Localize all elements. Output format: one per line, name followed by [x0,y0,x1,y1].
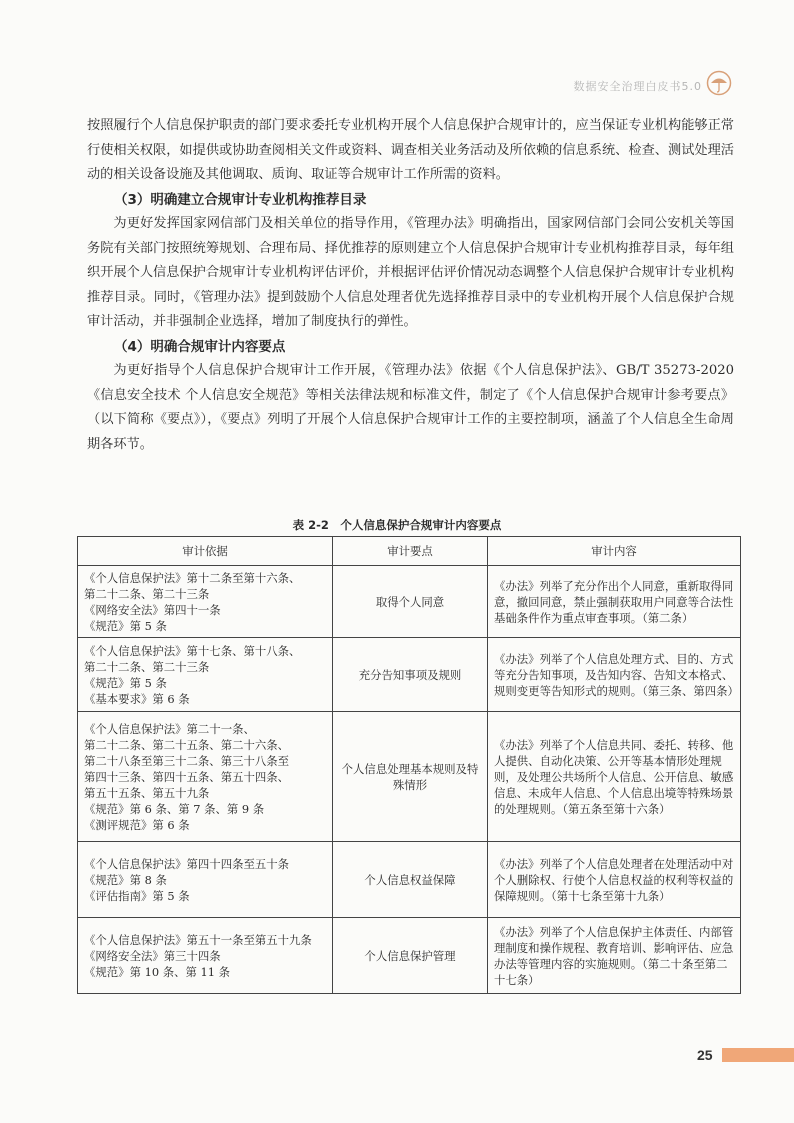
basis-line: 《规范》第 6 条、第 7 条、第 9 条 [84,801,265,816]
point-cell: 个人信息保护管理 [333,918,488,994]
basis-cell [78,842,333,918]
basis-cell [78,918,333,994]
basis-line: 第二十八条至第三十二条、第三十八条至 [84,753,290,768]
point-cell: 个人信息权益保障 [333,842,488,918]
basis-line: 第五十五条、第五十九条 [84,785,210,800]
table-row [78,918,741,994]
basis-line: 《规范》第 10 条、第 11 条 [84,964,230,979]
basis-line: 《个人信息保护法》第十七条、第十八条、 [84,643,301,658]
basis-line: 《规范》第 8 条 [84,872,167,887]
basis-line: 《个人信息保护法》第十二条至第十六条、 [84,570,301,585]
basis-line: 第二十二条、第二十五条、第二十六条、 [84,737,290,752]
content-cell: 《办法》列举了个人信息处理方式、目的、方式等充分告知事项，及告知内容、告知文本格式、规则变更等告知形式的规则。（第三条、第四条） [488,638,741,712]
section-heading-3: （3）明确建立合规审计专业机构推荐目录 [114,191,367,208]
paragraph-2: 为更好发挥国家网信部门及相关单位的指导作用，《管理办法》明确指出，国家网信部门会同公安机关等国务院有关部门按照统筹规划、合理布局、择优推荐的原则建立个人信息保护合规审计专业机构推荐目录，每年组织开展个人信息保护合规审计专业机构评估评价，并根据评估评价情况动态调整个人信息保护合规审计专业机构推荐目录。同时，《管理办法》提到鼓励个人信息处理者优先选择推荐目录中的专业机构开展个人信息保护合规审计活动，并非强制企业选择，增加了制度执行的弹性。 [87,216,734,329]
content-cell: 《办法》列举了充分作出个人同意，重新取得同意，撤回同意，禁止强制获取用户同意等合法性基础条件作为重点审查事项。（第二条） [488,566,741,638]
basis-line: 《网络安全法》第三十四条 [84,948,221,963]
table-header-row [78,537,741,566]
point-cell: 取得个人同意 [333,566,488,638]
basis-line: 第二十二条、第二十三条 [84,659,210,674]
header-basis: 审计依据 [78,537,333,566]
page-header [0,66,794,106]
point-cell: 个人信息处理基本规则及特殊情形 [333,712,488,842]
basis-line: 《个人信息保护法》第二十一条、 [84,721,255,736]
basis-line: 第二十二条、第二十三条 [84,586,210,601]
page-number: 25 [697,1047,713,1063]
page-accent-bar [722,1048,794,1062]
basis-line: 《测评规范》第 6 条 [84,817,190,832]
basis-line: 《规范》第 5 条 [84,618,167,633]
table-row [78,566,741,638]
content-cell: 《办法》列举了个人信息保护主体责任、内部管理制度和操作规程、教育培训、影响评估、应急办法等管理内容的实施规则。（第二十条至第二十七条） [488,918,741,994]
basis-line: 《网络安全法》第四十一条 [84,602,221,617]
table-row [78,842,741,918]
audit-points-table [77,536,741,994]
basis-line: 第四十三条、第四十五条、第五十四条、 [84,769,290,784]
basis-cell [78,638,333,712]
section-heading-4: （4）明确合规审计内容要点 [114,338,286,355]
basis-cell [78,566,333,638]
paragraph-1: 按照履行个人信息保护职责的部门要求委托专业机构开展个人信息保护合规审计的，应当保证专业机构能够正常行使相关权限，如提供或协助查阅相关文件或资料、调查相关业务活动及所依赖的信息系统、检查、测试处理活动的相关设备设施及其他调取、质询、取证等合规审计工作所需的资料。 [87,118,734,182]
table-caption: 表 2-2 个人信息保护合规审计内容要点 [292,518,502,532]
umbrella-logo-icon [706,70,732,96]
basis-line: 《基本要求》第 6 条 [84,691,190,706]
paragraph-3: 为更好指导个人信息保护合规审计工作开展，《管理办法》依据《个人信息保护法》、GB/T 35273-2020《信息安全技术 个人信息安全规范》等相关法律法规和标准文件，制定了《个人信息保护合规审计参考要点》（以下简称《要点》），《要点》列明了开展个人信息保护合规审计工作的主要控制项，涵盖了个人信息全生命周期各环节。 [87,363,734,452]
basis-cell [78,712,333,842]
basis-line: 《规范》第 5 条 [84,675,167,690]
table-row [78,712,741,842]
basis-line: 《个人信息保护法》第五十一条至第五十九条 [84,932,312,947]
header-title: 数据安全治理白皮书5.0 [573,80,702,93]
basis-line: 《个人信息保护法》第四十四条至五十条 [84,856,290,871]
content-cell: 《办法》列举了个人信息共同、委托、转移、他人提供、自动化决策、公开等基本情形处理规则，及处理公共场所个人信息、公开信息、敏感信息、未成年人信息、个人信息出境等特殊场景的处理规则。（第五条至第十六条） [488,712,741,842]
basis-line: 《评估指南》第 5 条 [84,888,190,903]
header-point: 审计要点 [333,537,488,566]
content-cell: 《办法》列举了个人信息处理者在处理活动中对个人删除权、行使个人信息权益的权利等权益的保障规则。（第十七条至第十九条） [488,842,741,918]
point-cell: 充分告知事项及规则 [333,638,488,712]
header-content: 审计内容 [488,537,741,566]
main-content [87,114,734,457]
table-row [78,638,741,712]
